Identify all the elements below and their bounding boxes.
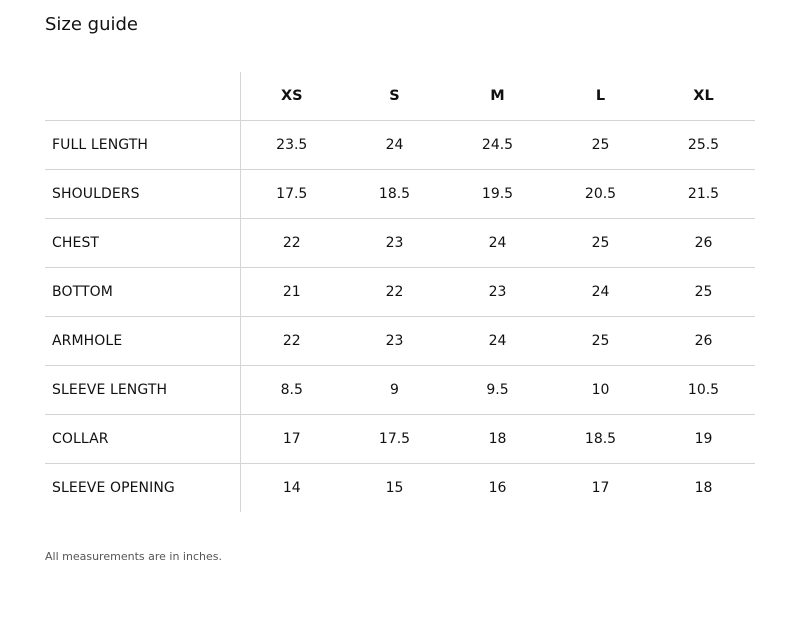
table-cell: 24 — [446, 219, 549, 268]
table-cell: 23.5 — [240, 121, 343, 170]
table-row-chest — [45, 219, 755, 268]
row-label: SLEEVE LENGTH — [45, 366, 240, 415]
column-header-xs: XS — [240, 72, 343, 121]
table-cell: 25 — [549, 317, 652, 366]
table-cell: 26 — [652, 219, 755, 268]
table-cell: 18 — [446, 415, 549, 464]
table-cell: 20.5 — [549, 170, 652, 219]
table-cell: 23 — [343, 219, 446, 268]
table-cell: 23 — [446, 268, 549, 317]
table-cell: 23 — [343, 317, 446, 366]
table-cell: 9 — [343, 366, 446, 415]
table-row-sleeve-length — [45, 366, 755, 415]
table-cell: 24.5 — [446, 121, 549, 170]
table-cell: 19 — [652, 415, 755, 464]
table-cell: 22 — [343, 268, 446, 317]
header-corner-cell — [45, 72, 240, 121]
table-cell: 10.5 — [652, 366, 755, 415]
table-row-full-length — [45, 121, 755, 170]
table-cell: 17.5 — [343, 415, 446, 464]
table-row-sleeve-opening — [45, 464, 755, 513]
table-cell: 17 — [591, 480, 610, 496]
table-cell: 22 — [240, 219, 343, 268]
table-cell: 10 — [549, 366, 652, 415]
measurement-footnote: All measurements are in inches. — [45, 550, 222, 563]
column-header-xl: XL — [652, 72, 755, 121]
table-cell: 21.5 — [652, 170, 755, 219]
table-cell: 17 — [240, 415, 343, 464]
table-row-armhole — [45, 317, 755, 366]
row-label: BOTTOM — [45, 268, 240, 317]
header-row — [45, 72, 755, 121]
table-cell: 22 — [240, 317, 343, 366]
table-cell: 25.5 — [652, 121, 755, 170]
table-header — [45, 72, 755, 121]
table-cell: 24 — [343, 121, 446, 170]
table-row-collar — [45, 415, 755, 464]
table-cell: 21 — [240, 268, 343, 317]
table-cell: 15 — [385, 480, 404, 496]
row-label: COLLAR — [45, 415, 240, 464]
column-header-s: S — [343, 72, 446, 121]
table-cell: 18 — [694, 480, 713, 496]
table-cell: 14 — [282, 480, 301, 496]
row-label: FULL LENGTH — [45, 121, 240, 170]
table-cell: 25 — [549, 121, 652, 170]
table-body — [45, 121, 755, 513]
table-cell: 24 — [549, 268, 652, 317]
row-label: SLEEVE OPENING — [45, 464, 240, 513]
table-cell: 17.5 — [240, 170, 343, 219]
page-title: Size guide — [45, 14, 139, 35]
row-label: CHEST — [45, 219, 240, 268]
column-header-m: M — [446, 72, 549, 121]
row-label: ARMHOLE — [45, 317, 240, 366]
table-cell: 9.5 — [446, 366, 549, 415]
table-cell: 18.5 — [549, 415, 652, 464]
column-header-l: L — [549, 72, 652, 121]
size-guide-table — [45, 72, 755, 512]
table-row-shoulders — [45, 170, 755, 219]
table-cell: 26 — [652, 317, 755, 366]
table-cell: 8.5 — [240, 366, 343, 415]
table-cell: 18.5 — [343, 170, 446, 219]
row-label: SHOULDERS — [45, 170, 240, 219]
table-cell: 25 — [652, 268, 755, 317]
table-cell: 25 — [549, 219, 652, 268]
table-row-bottom — [45, 268, 755, 317]
table-cell: 24 — [446, 317, 549, 366]
table-cell: 16 — [488, 480, 507, 496]
table-cell: 19.5 — [446, 170, 549, 219]
